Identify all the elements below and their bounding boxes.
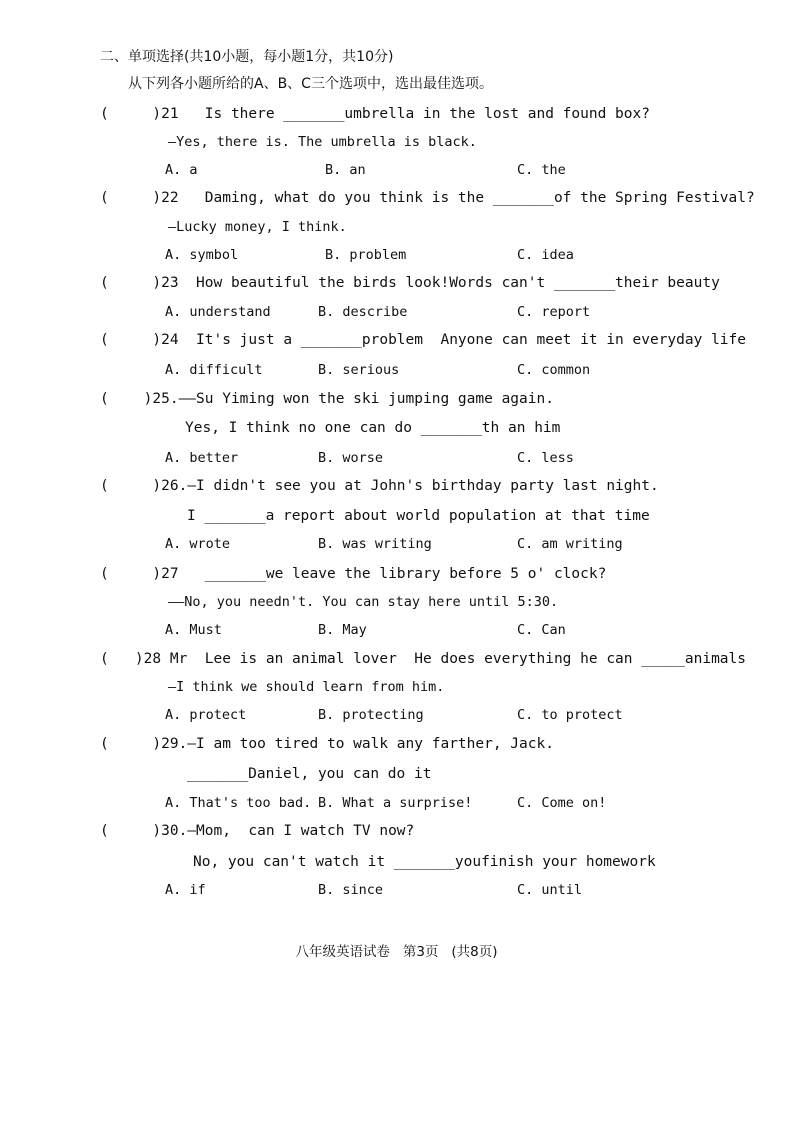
question-28-option-a[interactable]: A. protect	[165, 707, 247, 723]
question-22-reply: —Lucky money, I think.	[168, 219, 347, 235]
question-22-option-a[interactable]: A. symbol	[165, 247, 239, 263]
question-26-option-b[interactable]: B. was writing	[318, 536, 432, 552]
question-27-reply: ——No, you needn't. You can stay here until 5:30.	[168, 594, 559, 610]
question-28-reply: —I think we should learn from him.	[168, 679, 445, 695]
question-30-stem: ( )30.—Mom, can I watch TV now?	[100, 823, 415, 839]
question-27-option-a[interactable]: A. Must	[165, 622, 222, 638]
question-25-option-b[interactable]: B. worse	[318, 450, 384, 466]
question-27-option-c[interactable]: C. Can	[517, 622, 566, 638]
question-25-option-a[interactable]: A. better	[165, 450, 239, 466]
question-23-option-c[interactable]: C. report	[517, 304, 591, 320]
question-22-stem: ( )22 Daming, what do you think is the _______of the Spring Festival?	[100, 190, 755, 206]
question-30-reply: No, you can't watch it _______youfinish your homework	[193, 854, 656, 870]
question-24-option-b[interactable]: B. serious	[318, 362, 400, 378]
question-22-option-c[interactable]: C. idea	[517, 247, 574, 263]
question-26-reply: I _______a report about world population at that time	[187, 508, 650, 524]
question-29-option-b[interactable]: B. What a surprise!	[318, 795, 473, 811]
question-25-stem: ( )25.——Su Yiming won the ski jumping game again.	[100, 391, 554, 407]
question-29-reply: _______Daniel, you can do it	[187, 766, 432, 782]
question-24-option-c[interactable]: C. common	[517, 362, 591, 378]
question-23-option-b[interactable]: B. describe	[318, 304, 408, 320]
question-29-option-a[interactable]: A. That's too bad.	[165, 795, 312, 811]
question-25-option-c[interactable]: C. less	[517, 450, 574, 466]
question-22-option-b[interactable]: B. problem	[325, 247, 407, 263]
question-28-option-b[interactable]: B. protecting	[318, 707, 424, 723]
question-21-option-a[interactable]: A. a	[165, 162, 198, 178]
question-23-stem: ( )23 How beautiful the birds look!Words can't _______their beauty	[100, 275, 720, 291]
question-25-reply: Yes, I think no one can do _______th an him	[185, 420, 561, 436]
question-29-stem: ( )29.—I am too tired to walk any farther, Jack.	[100, 736, 554, 752]
question-21-option-c[interactable]: C. the	[517, 162, 566, 178]
question-24-stem: ( )24 It's just a _______problem Anyone can meet it in everyday life	[100, 332, 747, 348]
question-26-stem: ( )26.—I didn't see you at John's birthday party last night.	[100, 478, 659, 494]
question-26-option-c[interactable]: C. am writing	[517, 536, 623, 552]
section-instruction: 从下列各小题所给的A、B、C三个选项中，选出最佳选项。	[128, 76, 493, 92]
question-30-option-c[interactable]: C. until	[517, 882, 583, 898]
question-27-stem: ( )27 _______we leave the library before 5 o' clock?	[100, 566, 607, 582]
question-21-reply: —Yes, there is. The umbrella is black.	[168, 134, 477, 150]
question-21-option-b[interactable]: B. an	[325, 162, 366, 178]
question-24-option-a[interactable]: A. difficult	[165, 362, 263, 378]
page-footer: 八年级英语试卷 第3页 (共8页)	[295, 944, 498, 960]
question-23-option-a[interactable]: A. understand	[165, 304, 271, 320]
question-30-option-b[interactable]: B. since	[318, 882, 384, 898]
question-21-stem: ( )21 Is there _______umbrella in the lost and found box?	[100, 106, 650, 122]
section-title: 二、单项选择(共10小题，每小题1分，共10分)	[100, 49, 394, 65]
question-26-option-a[interactable]: A. wrote	[165, 536, 231, 552]
question-30-option-a[interactable]: A. if	[165, 882, 206, 898]
question-28-stem: ( )28 Mr Lee is an animal lover He does everything he can _____animals	[100, 651, 747, 667]
question-28-option-c[interactable]: C. to protect	[517, 707, 623, 723]
question-29-option-c[interactable]: C. Come on!	[517, 795, 607, 811]
question-27-option-b[interactable]: B. May	[318, 622, 367, 638]
